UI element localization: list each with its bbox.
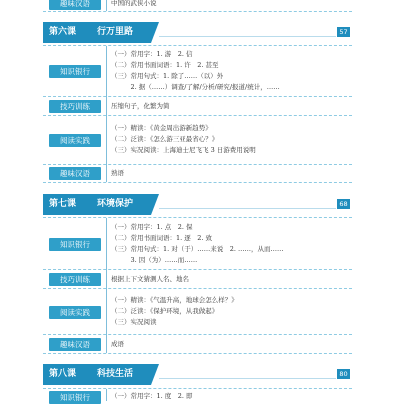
lesson-header xyxy=(43,364,352,385)
header-rule xyxy=(159,36,336,37)
divider xyxy=(106,0,107,11)
toc-entry: 成语 xyxy=(111,340,124,348)
divider xyxy=(106,165,107,182)
section-label: 技巧训练 xyxy=(49,100,101,113)
lesson-header xyxy=(43,22,352,43)
divider xyxy=(106,97,107,116)
section-label: 趣味汉语 xyxy=(49,0,101,10)
toc-entry: （一）常用字：1. 游 2. 信 xyxy=(111,50,193,58)
toc-entry: 3. 因（为）……而…… xyxy=(111,256,198,264)
fun-chinese-row xyxy=(43,0,352,12)
divider xyxy=(106,270,107,289)
toc-entry: 中国的武侠小说 xyxy=(111,0,157,7)
lesson-title: 科技生活 xyxy=(97,369,134,379)
section-label: 知识银行 xyxy=(49,238,101,251)
knowledge-bank-row xyxy=(43,388,352,401)
toc-entry: （二）常用书面词语：1. 许 2. 甚至 xyxy=(111,61,219,69)
lesson-title: 行万里路 xyxy=(97,27,134,37)
divider xyxy=(106,116,107,165)
toc-entry: 2. 据（……）调查/了解/分析/研究/报道/统计，…… xyxy=(111,83,280,91)
divider xyxy=(106,389,107,401)
divider xyxy=(106,289,107,335)
toc-entry: （三）实况阅读 xyxy=(111,318,157,326)
toc-entry: （三）常用句式：1. 除了……（以）外 xyxy=(111,72,224,80)
page-number: 80 xyxy=(337,369,350,379)
toc-entry: 压缩句子，化繁为简 xyxy=(111,102,170,110)
skill-training-row xyxy=(43,269,352,289)
header-rule xyxy=(159,378,336,379)
toc-entry: （二）泛读：《怎么游三亚最省心？》 xyxy=(111,135,219,143)
fun-chinese-row xyxy=(43,164,352,183)
knowledge-bank-row xyxy=(43,45,352,97)
section-label: 技巧训练 xyxy=(49,273,101,286)
section-label: 知识银行 xyxy=(49,391,101,404)
lesson-number: 第八课 xyxy=(49,369,77,379)
reading-practice-row xyxy=(43,115,352,165)
lesson-title: 环境保护 xyxy=(97,199,134,209)
section-label: 知识银行 xyxy=(49,65,101,78)
toc-entry: （二）常用书面词语：1. 逐 2. 致 xyxy=(111,234,213,242)
section-label: 阅读实践 xyxy=(49,306,101,319)
lesson-number: 第七课 xyxy=(49,199,77,209)
section-label: 趣味汉语 xyxy=(49,167,101,180)
toc-entry: 熟语 xyxy=(111,169,124,177)
section-label: 阅读实践 xyxy=(49,134,101,147)
toc-entry: （二）泛读：《保护环境，从我做起》 xyxy=(111,307,219,315)
toc-entry: （三）常用句式：1. 对（于）……来说 2. ……，从而…… xyxy=(111,245,284,253)
reading-practice-row xyxy=(43,288,352,335)
lesson-header xyxy=(43,194,352,215)
divider xyxy=(106,335,107,353)
page-number: 57 xyxy=(337,27,350,37)
divider xyxy=(106,218,107,270)
toc-entry: （一）常用字：1. 点 2. 保 xyxy=(111,223,193,231)
header-rule xyxy=(159,208,336,209)
page-number: 68 xyxy=(337,199,350,209)
toc-entry: 根据上下文猜测人名、地名 xyxy=(111,275,189,283)
toc-entry: （一）精读：《黄金周出游新趋势》 xyxy=(111,124,212,132)
lesson-number: 第六课 xyxy=(49,27,77,37)
toc-entry: （三）实况阅读：上海迪士尼飞飞 3 日游费用说明 xyxy=(111,146,256,154)
fun-chinese-row xyxy=(43,334,352,354)
divider xyxy=(106,46,107,97)
knowledge-bank-row xyxy=(43,217,352,270)
section-label: 趣味汉语 xyxy=(49,338,101,351)
toc-entry: （一）精读：《气温升高，地球会怎么样？》 xyxy=(111,296,238,304)
toc-entry: （一）常用字：1. 度 2. 即 xyxy=(111,392,193,400)
skill-training-row xyxy=(43,96,352,116)
